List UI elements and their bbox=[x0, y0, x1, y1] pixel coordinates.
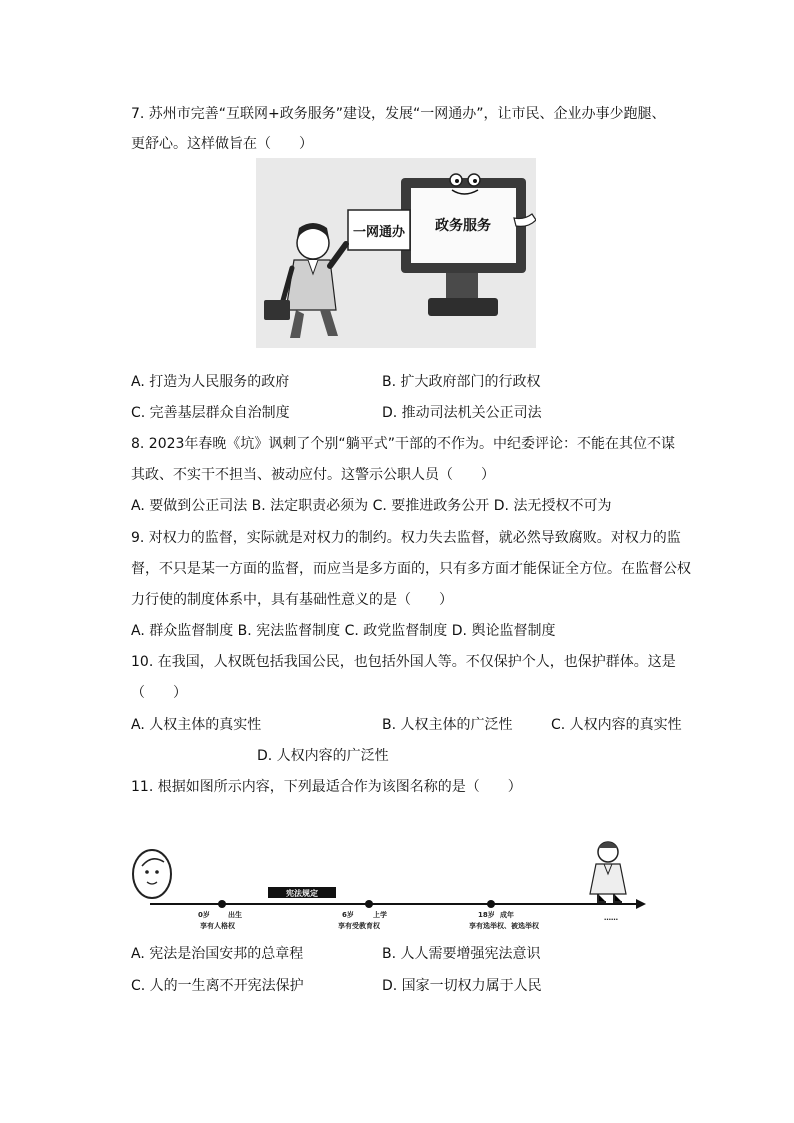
timeline-age-6: 6岁 bbox=[342, 911, 354, 919]
q7-stem-line1: 7. 苏州市完善“互联网+政务服务”建设，发展“一网通办”，让市民、企业办事少跑腿、 bbox=[131, 106, 666, 122]
q10-option-d[interactable]: D. 人权内容的广泛性 bbox=[257, 748, 389, 764]
q8-stem-line2: 其政、不实干不担当、被动应付。这警示公职人员（ ） bbox=[131, 467, 495, 483]
q11-timeline bbox=[128, 836, 648, 932]
timeline-ellipsis: …… bbox=[604, 914, 618, 922]
timeline-point-18 bbox=[487, 900, 495, 908]
q7-illustration bbox=[256, 158, 536, 348]
timeline-right-18: 享有选举权、被选举权 bbox=[469, 922, 539, 930]
timeline-banner-text: 宪法规定 bbox=[286, 889, 318, 898]
q9-stem-line1: 9. 对权力的监督，实际就是对权力的制约。权力失去监督，就必然导致腐败。对权力的监 bbox=[131, 530, 681, 546]
q10-option-c[interactable]: C. 人权内容的真实性 bbox=[551, 717, 682, 733]
timeline-event-18: 成年 bbox=[500, 911, 514, 919]
q10-stem-line2: （ ） bbox=[131, 685, 187, 701]
timeline-right-0: 享有人格权 bbox=[200, 922, 235, 930]
q10-stem-line1: 10. 在我国，人权既包括我国公民，也包括外国人等。不仅保护个人，也保护群体。这是 bbox=[131, 654, 676, 670]
timeline-age-0: 0岁 bbox=[198, 911, 210, 919]
timeline-event-0: 出生 bbox=[228, 911, 242, 919]
q10-option-a[interactable]: A. 人权主体的真实性 bbox=[131, 717, 262, 733]
q10-option-b[interactable]: B. 人权主体的广泛性 bbox=[382, 717, 513, 733]
q8-stem-line1: 8. 2023年春晚《坑》讽刺了个别“躺平式”干部的不作为。中纪委评论：不能在其位不谋 bbox=[131, 436, 675, 452]
q7-option-b[interactable]: B. 扩大政府部门的行政权 bbox=[382, 374, 541, 390]
q7-stem-line2: 更舒心。这样做旨在（ ） bbox=[131, 136, 313, 152]
baby-figure bbox=[133, 850, 171, 898]
q7-option-d[interactable]: D. 推动司法机关公正司法 bbox=[382, 405, 542, 421]
timeline-point-6 bbox=[365, 900, 373, 908]
q11-option-a[interactable]: A. 宪法是治国安邦的总章程 bbox=[131, 946, 304, 962]
q9-stem-line3: 力行使的制度体系中，具有基础性意义的是（ ） bbox=[131, 592, 453, 608]
timeline-arrow bbox=[636, 899, 646, 909]
timeline-right-6: 享有受教育权 bbox=[338, 922, 380, 930]
q11-option-c[interactable]: C. 人的一生离不开宪法保护 bbox=[131, 978, 304, 994]
q11-stem: 11. 根据如图所示内容，下列最适合作为该图名称的是（ ） bbox=[131, 779, 522, 795]
adult-figure bbox=[590, 842, 626, 902]
timeline-age-18: 18岁 bbox=[478, 911, 495, 919]
q11-option-d[interactable]: D. 国家一切权力属于人民 bbox=[382, 978, 542, 994]
q7-option-a[interactable]: A. 打造为人民服务的政府 bbox=[131, 374, 290, 390]
q9-options[interactable]: A. 群众监督制度 B. 宪法监督制度 C. 政党监督制度 D. 舆论监督制度 bbox=[131, 623, 556, 639]
q7-option-c[interactable]: C. 完善基层群众自治制度 bbox=[131, 405, 290, 421]
timeline-point-0 bbox=[218, 900, 226, 908]
timeline-event-6: 上学 bbox=[373, 911, 387, 919]
sign-text: 一网通办 bbox=[352, 225, 406, 240]
q9-stem-line2: 督，不只是某一方面的监督，而应当是多方面的，只有多方面才能保证全方位。在监督公权 bbox=[131, 561, 691, 577]
q11-option-b[interactable]: B. 人人需要增强宪法意识 bbox=[382, 946, 541, 962]
screen-text: 政务服务 bbox=[435, 218, 491, 234]
q8-options[interactable]: A. 要做到公正司法 B. 法定职责必须为 C. 要推进政务公开 D. 法无授权不可为 bbox=[131, 498, 612, 514]
briefcase bbox=[264, 300, 290, 320]
